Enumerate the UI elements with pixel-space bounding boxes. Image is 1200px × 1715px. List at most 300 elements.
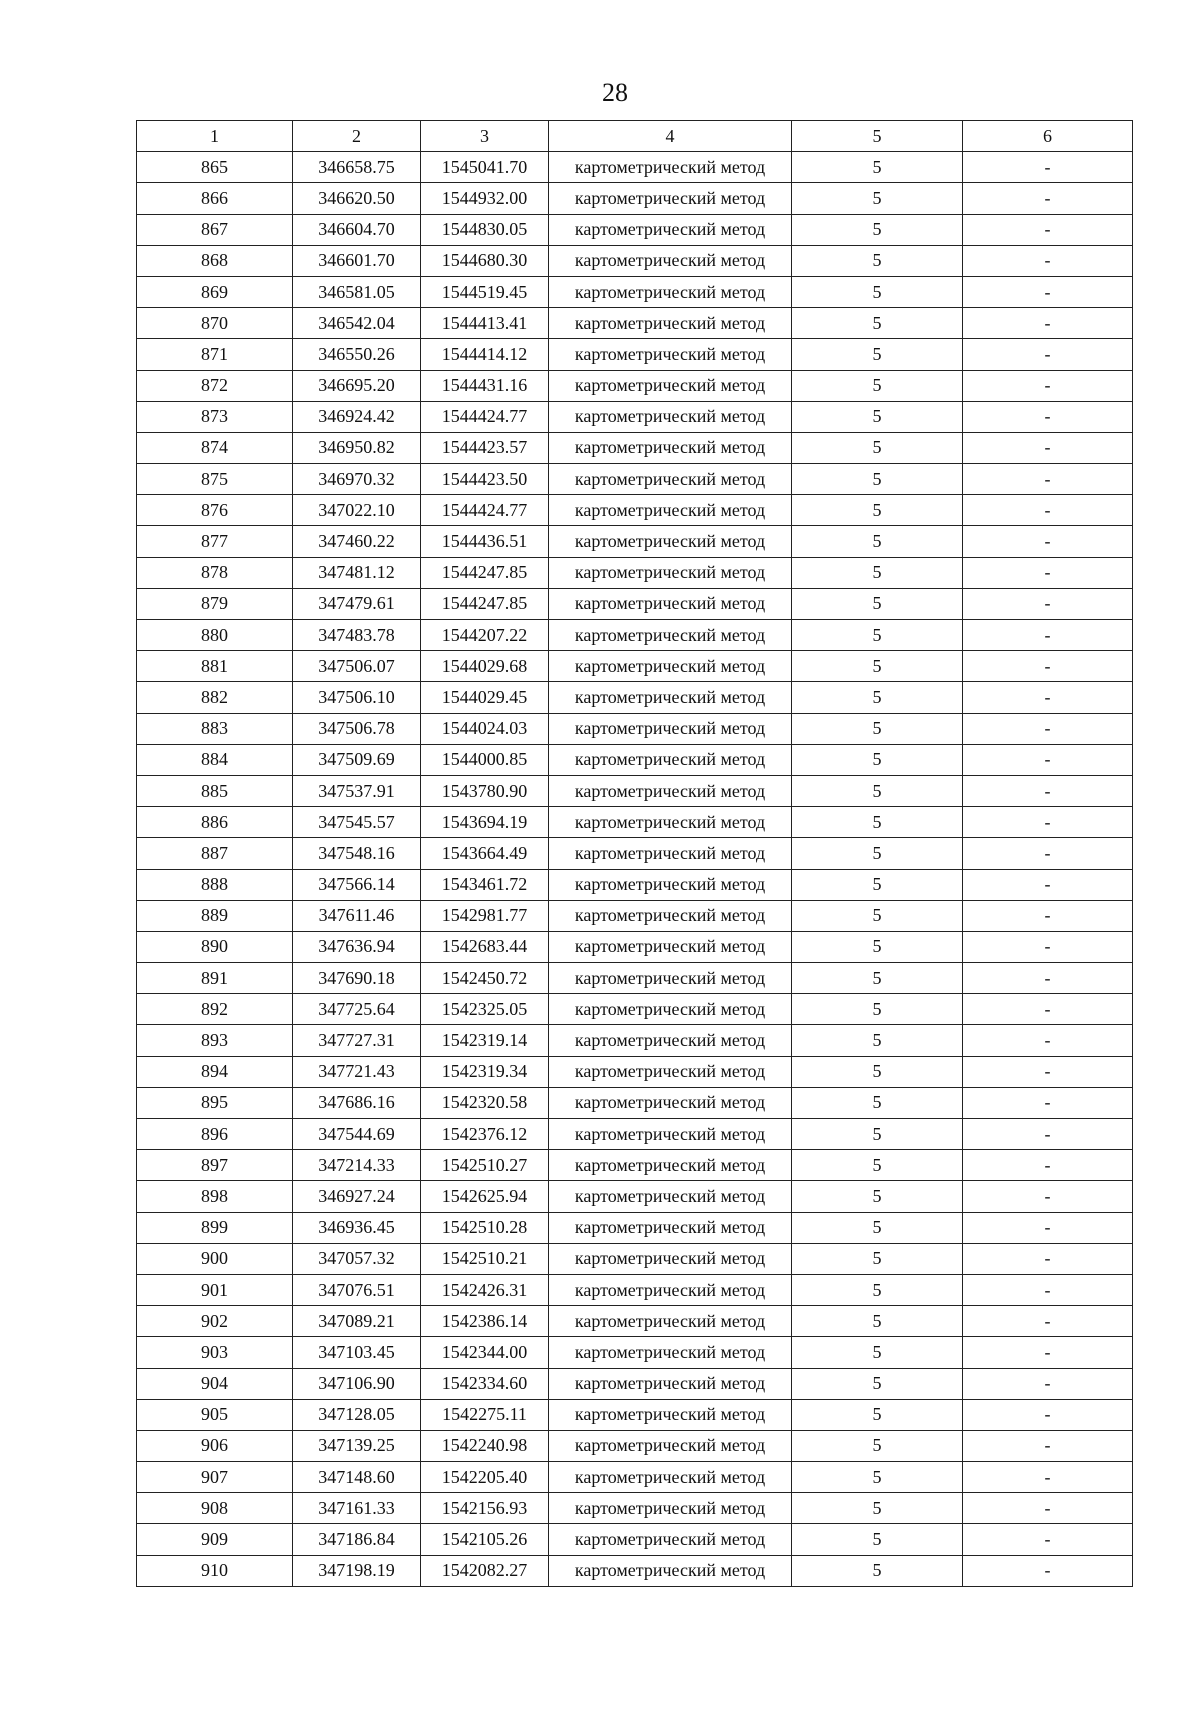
cell-coord-x: 347725.64: [293, 994, 421, 1025]
cell-coord-y: 1542334.60: [421, 1368, 549, 1399]
cell-accuracy: 5: [792, 1181, 963, 1212]
cell-note: -: [963, 1493, 1133, 1524]
cell-note: -: [963, 994, 1133, 1025]
cell-accuracy: 5: [792, 1056, 963, 1087]
cell-coord-x: 347636.94: [293, 931, 421, 962]
table-row: [137, 963, 1133, 994]
table-row: [137, 276, 1133, 307]
table-row: [137, 807, 1133, 838]
cell-coord-x: 346601.70: [293, 245, 421, 276]
cell-point-number: 888: [137, 869, 293, 900]
table-row: [137, 183, 1133, 214]
table-row: [137, 1150, 1133, 1181]
cell-point-number: 904: [137, 1368, 293, 1399]
cell-coord-y: 1543664.49: [421, 838, 549, 869]
table-row: [137, 588, 1133, 619]
cell-accuracy: 5: [792, 1524, 963, 1555]
cell-accuracy: 5: [792, 1087, 963, 1118]
cell-note: -: [963, 245, 1133, 276]
cell-point-number: 882: [137, 682, 293, 713]
cell-point-number: 869: [137, 276, 293, 307]
cell-accuracy: 5: [792, 713, 963, 744]
cell-coord-x: 347545.57: [293, 807, 421, 838]
cell-coord-y: 1542325.05: [421, 994, 549, 1025]
cell-note: -: [963, 1337, 1133, 1368]
cell-coord-y: 1542450.72: [421, 963, 549, 994]
table-row: [137, 495, 1133, 526]
cell-note: -: [963, 214, 1133, 245]
cell-accuracy: 5: [792, 1368, 963, 1399]
cell-note: -: [963, 1119, 1133, 1150]
cell-method: картометрический метод: [549, 807, 792, 838]
table-row: [137, 900, 1133, 931]
cell-note: -: [963, 1430, 1133, 1461]
cell-point-number: 870: [137, 308, 293, 339]
cell-accuracy: 5: [792, 245, 963, 276]
cell-coord-x: 347506.78: [293, 713, 421, 744]
cell-coord-x: 347139.25: [293, 1430, 421, 1461]
cell-note: -: [963, 1524, 1133, 1555]
cell-accuracy: 5: [792, 464, 963, 495]
cell-note: -: [963, 713, 1133, 744]
table-body: [137, 152, 1133, 1587]
cell-coord-x: 347186.84: [293, 1524, 421, 1555]
cell-coord-x: 347721.43: [293, 1056, 421, 1087]
cell-coord-y: 1542510.21: [421, 1243, 549, 1274]
cell-method: картометрический метод: [549, 370, 792, 401]
cell-accuracy: 5: [792, 495, 963, 526]
cell-accuracy: 5: [792, 744, 963, 775]
cell-method: картометрический метод: [549, 339, 792, 370]
cell-coord-x: 347460.22: [293, 526, 421, 557]
cell-method: картометрический метод: [549, 900, 792, 931]
cell-coord-x: 347089.21: [293, 1306, 421, 1337]
cell-coord-y: 1542386.14: [421, 1306, 549, 1337]
table-row: [137, 651, 1133, 682]
cell-point-number: 885: [137, 775, 293, 806]
cell-coord-y: 1542344.00: [421, 1337, 549, 1368]
cell-accuracy: 5: [792, 1025, 963, 1056]
cell-accuracy: 5: [792, 588, 963, 619]
cell-method: картометрический метод: [549, 183, 792, 214]
cell-method: картометрический метод: [549, 1025, 792, 1056]
cell-coord-y: 1544424.77: [421, 401, 549, 432]
cell-accuracy: 5: [792, 900, 963, 931]
cell-point-number: 868: [137, 245, 293, 276]
cell-method: картометрический метод: [549, 588, 792, 619]
cell-coord-y: 1544423.57: [421, 432, 549, 463]
cell-coord-x: 346658.75: [293, 152, 421, 183]
cell-coord-y: 1544247.85: [421, 557, 549, 588]
cell-point-number: 902: [137, 1306, 293, 1337]
cell-coord-x: 347214.33: [293, 1150, 421, 1181]
cell-method: картометрический метод: [549, 744, 792, 775]
coordinates-table: [136, 120, 1133, 1587]
cell-coord-y: 1542156.93: [421, 1493, 549, 1524]
cell-note: -: [963, 183, 1133, 214]
cell-method: картометрический метод: [549, 401, 792, 432]
cell-method: картометрический метод: [549, 1493, 792, 1524]
header-col-3: 3: [421, 121, 549, 152]
cell-method: картометрический метод: [549, 495, 792, 526]
cell-method: картометрический метод: [549, 432, 792, 463]
table-row: [137, 838, 1133, 869]
cell-method: картометрический метод: [549, 651, 792, 682]
table-row: [137, 1056, 1133, 1087]
cell-note: -: [963, 838, 1133, 869]
cell-coord-x: 347057.32: [293, 1243, 421, 1274]
cell-accuracy: 5: [792, 1243, 963, 1274]
table-row: [137, 557, 1133, 588]
cell-accuracy: 5: [792, 370, 963, 401]
cell-point-number: 896: [137, 1119, 293, 1150]
cell-accuracy: 5: [792, 620, 963, 651]
cell-note: -: [963, 620, 1133, 651]
cell-method: картометрический метод: [549, 620, 792, 651]
table-row: [137, 1399, 1133, 1430]
cell-accuracy: 5: [792, 1462, 963, 1493]
cell-accuracy: 5: [792, 651, 963, 682]
cell-coord-y: 1544932.00: [421, 183, 549, 214]
cell-point-number: 872: [137, 370, 293, 401]
cell-coord-x: 347128.05: [293, 1399, 421, 1430]
cell-note: -: [963, 1025, 1133, 1056]
cell-point-number: 867: [137, 214, 293, 245]
cell-coord-x: 346695.20: [293, 370, 421, 401]
cell-coord-y: 1544024.03: [421, 713, 549, 744]
cell-accuracy: 5: [792, 183, 963, 214]
cell-note: -: [963, 526, 1133, 557]
cell-point-number: 866: [137, 183, 293, 214]
cell-note: -: [963, 1555, 1133, 1586]
cell-point-number: 893: [137, 1025, 293, 1056]
cell-method: картометрический метод: [549, 276, 792, 307]
cell-coord-x: 347106.90: [293, 1368, 421, 1399]
cell-coord-y: 1544000.85: [421, 744, 549, 775]
cell-note: -: [963, 931, 1133, 962]
cell-method: картометрический метод: [549, 1306, 792, 1337]
cell-coord-x: 347611.46: [293, 900, 421, 931]
cell-method: картометрический метод: [549, 838, 792, 869]
cell-method: картометрический метод: [549, 245, 792, 276]
cell-coord-y: 1542319.14: [421, 1025, 549, 1056]
cell-coord-x: 347198.19: [293, 1555, 421, 1586]
cell-note: -: [963, 276, 1133, 307]
cell-coord-x: 346620.50: [293, 183, 421, 214]
cell-coord-x: 347537.91: [293, 775, 421, 806]
cell-accuracy: 5: [792, 1337, 963, 1368]
cell-coord-x: 347076.51: [293, 1274, 421, 1305]
cell-point-number: 865: [137, 152, 293, 183]
table-row: [137, 1243, 1133, 1274]
table-row: [137, 1524, 1133, 1555]
table-row: [137, 1025, 1133, 1056]
cell-coord-y: 1542981.77: [421, 900, 549, 931]
cell-point-number: 908: [137, 1493, 293, 1524]
table-row: [137, 931, 1133, 962]
table-row: [137, 370, 1133, 401]
cell-accuracy: 5: [792, 339, 963, 370]
cell-point-number: 881: [137, 651, 293, 682]
table-row: [137, 308, 1133, 339]
cell-coord-y: 1544431.16: [421, 370, 549, 401]
page-number: 28: [602, 78, 628, 107]
cell-coord-y: 1542319.34: [421, 1056, 549, 1087]
cell-coord-x: 346604.70: [293, 214, 421, 245]
cell-method: картометрический метод: [549, 1399, 792, 1430]
header-col-5: 5: [792, 121, 963, 152]
table-row: [137, 1119, 1133, 1150]
cell-coord-y: 1544029.45: [421, 682, 549, 713]
cell-coord-x: 347548.16: [293, 838, 421, 869]
cell-method: картометрический метод: [549, 1087, 792, 1118]
cell-coord-x: 346542.04: [293, 308, 421, 339]
cell-coord-x: 347161.33: [293, 1493, 421, 1524]
cell-coord-x: 347103.45: [293, 1337, 421, 1368]
cell-accuracy: 5: [792, 557, 963, 588]
cell-note: -: [963, 775, 1133, 806]
cell-note: -: [963, 432, 1133, 463]
cell-coord-x: 347566.14: [293, 869, 421, 900]
cell-accuracy: 5: [792, 152, 963, 183]
cell-method: картометрический метод: [549, 214, 792, 245]
cell-point-number: 887: [137, 838, 293, 869]
cell-coord-x: 346550.26: [293, 339, 421, 370]
cell-method: картометрический метод: [549, 1368, 792, 1399]
cell-coord-x: 347544.69: [293, 1119, 421, 1150]
cell-accuracy: 5: [792, 432, 963, 463]
cell-accuracy: 5: [792, 963, 963, 994]
cell-point-number: 874: [137, 432, 293, 463]
table-row: [137, 464, 1133, 495]
cell-method: картометрический метод: [549, 526, 792, 557]
cell-method: картометрический метод: [549, 931, 792, 962]
cell-accuracy: 5: [792, 838, 963, 869]
cell-accuracy: 5: [792, 276, 963, 307]
cell-accuracy: 5: [792, 214, 963, 245]
table-row: [137, 1337, 1133, 1368]
table-row: [137, 1087, 1133, 1118]
table-row: [137, 152, 1133, 183]
cell-note: -: [963, 1056, 1133, 1087]
cell-coord-x: 346970.32: [293, 464, 421, 495]
table-row: [137, 1274, 1133, 1305]
cell-accuracy: 5: [792, 308, 963, 339]
cell-accuracy: 5: [792, 1555, 963, 1586]
cell-point-number: 900: [137, 1243, 293, 1274]
cell-accuracy: 5: [792, 994, 963, 1025]
cell-point-number: 877: [137, 526, 293, 557]
cell-coord-y: 1544680.30: [421, 245, 549, 276]
table-row: [137, 339, 1133, 370]
cell-accuracy: 5: [792, 1212, 963, 1243]
cell-method: картометрический метод: [549, 308, 792, 339]
cell-method: картометрический метод: [549, 1150, 792, 1181]
table-row: [137, 1462, 1133, 1493]
table-row: [137, 775, 1133, 806]
cell-point-number: 906: [137, 1430, 293, 1461]
cell-coord-y: 1544413.41: [421, 308, 549, 339]
cell-point-number: 899: [137, 1212, 293, 1243]
cell-coord-x: 346924.42: [293, 401, 421, 432]
table-row: [137, 1555, 1133, 1586]
cell-note: -: [963, 900, 1133, 931]
cell-note: -: [963, 588, 1133, 619]
cell-accuracy: 5: [792, 526, 963, 557]
cell-point-number: 873: [137, 401, 293, 432]
cell-point-number: 876: [137, 495, 293, 526]
cell-point-number: 905: [137, 1399, 293, 1430]
cell-coord-x: 347690.18: [293, 963, 421, 994]
table-row: [137, 682, 1133, 713]
cell-coord-x: 347148.60: [293, 1462, 421, 1493]
cell-coord-x: 346927.24: [293, 1181, 421, 1212]
cell-method: картометрический метод: [549, 1119, 792, 1150]
cell-note: -: [963, 1462, 1133, 1493]
cell-accuracy: 5: [792, 1150, 963, 1181]
cell-point-number: 909: [137, 1524, 293, 1555]
cell-method: картометрический метод: [549, 1462, 792, 1493]
cell-coord-y: 1542275.11: [421, 1399, 549, 1430]
cell-note: -: [963, 1306, 1133, 1337]
header-col-4: 4: [549, 121, 792, 152]
cell-coord-y: 1545041.70: [421, 152, 549, 183]
cell-point-number: 903: [137, 1337, 293, 1368]
cell-coord-y: 1544519.45: [421, 276, 549, 307]
cell-accuracy: 5: [792, 682, 963, 713]
cell-point-number: 883: [137, 713, 293, 744]
table-row: [137, 1212, 1133, 1243]
cell-note: -: [963, 1150, 1133, 1181]
cell-method: картометрический метод: [549, 682, 792, 713]
cell-coord-x: 347509.69: [293, 744, 421, 775]
cell-coord-y: 1544414.12: [421, 339, 549, 370]
header-col-1: 1: [137, 121, 293, 152]
cell-coord-x: 347506.10: [293, 682, 421, 713]
cell-coord-y: 1542105.26: [421, 1524, 549, 1555]
cell-coord-y: 1542320.58: [421, 1087, 549, 1118]
table-row: [137, 1368, 1133, 1399]
cell-point-number: 895: [137, 1087, 293, 1118]
table-row: [137, 744, 1133, 775]
cell-coord-x: 347481.12: [293, 557, 421, 588]
table-row: [137, 432, 1133, 463]
cell-method: картометрический метод: [549, 152, 792, 183]
cell-note: -: [963, 1368, 1133, 1399]
cell-coord-y: 1543694.19: [421, 807, 549, 838]
cell-note: -: [963, 744, 1133, 775]
cell-coord-x: 346950.82: [293, 432, 421, 463]
cell-note: -: [963, 1087, 1133, 1118]
cell-coord-y: 1544029.68: [421, 651, 549, 682]
cell-coord-y: 1542240.98: [421, 1430, 549, 1461]
cell-method: картометрический метод: [549, 713, 792, 744]
cell-method: картометрический метод: [549, 1243, 792, 1274]
cell-note: -: [963, 557, 1133, 588]
cell-coord-y: 1544830.05: [421, 214, 549, 245]
cell-method: картометрический метод: [549, 1555, 792, 1586]
cell-coord-x: 347483.78: [293, 620, 421, 651]
cell-method: картометрический метод: [549, 1056, 792, 1087]
cell-coord-y: 1544207.22: [421, 620, 549, 651]
cell-coord-y: 1542510.27: [421, 1150, 549, 1181]
cell-coord-x: 346581.05: [293, 276, 421, 307]
cell-accuracy: 5: [792, 1399, 963, 1430]
cell-note: -: [963, 1181, 1133, 1212]
cell-point-number: 889: [137, 900, 293, 931]
table-row: [137, 401, 1133, 432]
cell-method: картометрический метод: [549, 869, 792, 900]
cell-method: картометрический метод: [549, 1181, 792, 1212]
cell-note: -: [963, 464, 1133, 495]
cell-method: картометрический метод: [549, 775, 792, 806]
cell-method: картометрический метод: [549, 1430, 792, 1461]
cell-point-number: 871: [137, 339, 293, 370]
cell-point-number: 907: [137, 1462, 293, 1493]
cell-coord-y: 1542426.31: [421, 1274, 549, 1305]
cell-point-number: 891: [137, 963, 293, 994]
cell-note: -: [963, 963, 1133, 994]
cell-note: -: [963, 370, 1133, 401]
table-row: [137, 526, 1133, 557]
cell-point-number: 890: [137, 931, 293, 962]
cell-accuracy: 5: [792, 401, 963, 432]
cell-coord-y: 1543461.72: [421, 869, 549, 900]
table-row: [137, 1181, 1133, 1212]
cell-coord-x: 347727.31: [293, 1025, 421, 1056]
cell-point-number: 897: [137, 1150, 293, 1181]
cell-method: картометрический метод: [549, 1524, 792, 1555]
cell-coord-x: 347686.16: [293, 1087, 421, 1118]
cell-coord-y: 1544436.51: [421, 526, 549, 557]
cell-method: картометрический метод: [549, 464, 792, 495]
cell-accuracy: 5: [792, 1493, 963, 1524]
cell-point-number: 886: [137, 807, 293, 838]
header-col-2: 2: [293, 121, 421, 152]
cell-method: картометрический метод: [549, 1337, 792, 1368]
cell-accuracy: 5: [792, 1430, 963, 1461]
cell-point-number: 894: [137, 1056, 293, 1087]
cell-note: -: [963, 308, 1133, 339]
cell-coord-y: 1542510.28: [421, 1212, 549, 1243]
cell-point-number: 875: [137, 464, 293, 495]
cell-coord-y: 1542683.44: [421, 931, 549, 962]
cell-note: -: [963, 1399, 1133, 1430]
cell-accuracy: 5: [792, 869, 963, 900]
cell-point-number: 901: [137, 1274, 293, 1305]
cell-accuracy: 5: [792, 1119, 963, 1150]
table-row: [137, 713, 1133, 744]
table-row: [137, 994, 1133, 1025]
cell-note: -: [963, 339, 1133, 370]
cell-note: -: [963, 682, 1133, 713]
table-row: [137, 214, 1133, 245]
cell-point-number: 879: [137, 588, 293, 619]
cell-note: -: [963, 651, 1133, 682]
cell-coord-y: 1544247.85: [421, 588, 549, 619]
cell-note: -: [963, 1212, 1133, 1243]
table-row: [137, 245, 1133, 276]
cell-accuracy: 5: [792, 1274, 963, 1305]
cell-note: -: [963, 1243, 1133, 1274]
table-row: [137, 869, 1133, 900]
cell-coord-y: 1544424.77: [421, 495, 549, 526]
cell-coord-x: 347506.07: [293, 651, 421, 682]
cell-note: -: [963, 869, 1133, 900]
cell-point-number: 884: [137, 744, 293, 775]
table-row: [137, 620, 1133, 651]
cell-coord-x: 346936.45: [293, 1212, 421, 1243]
